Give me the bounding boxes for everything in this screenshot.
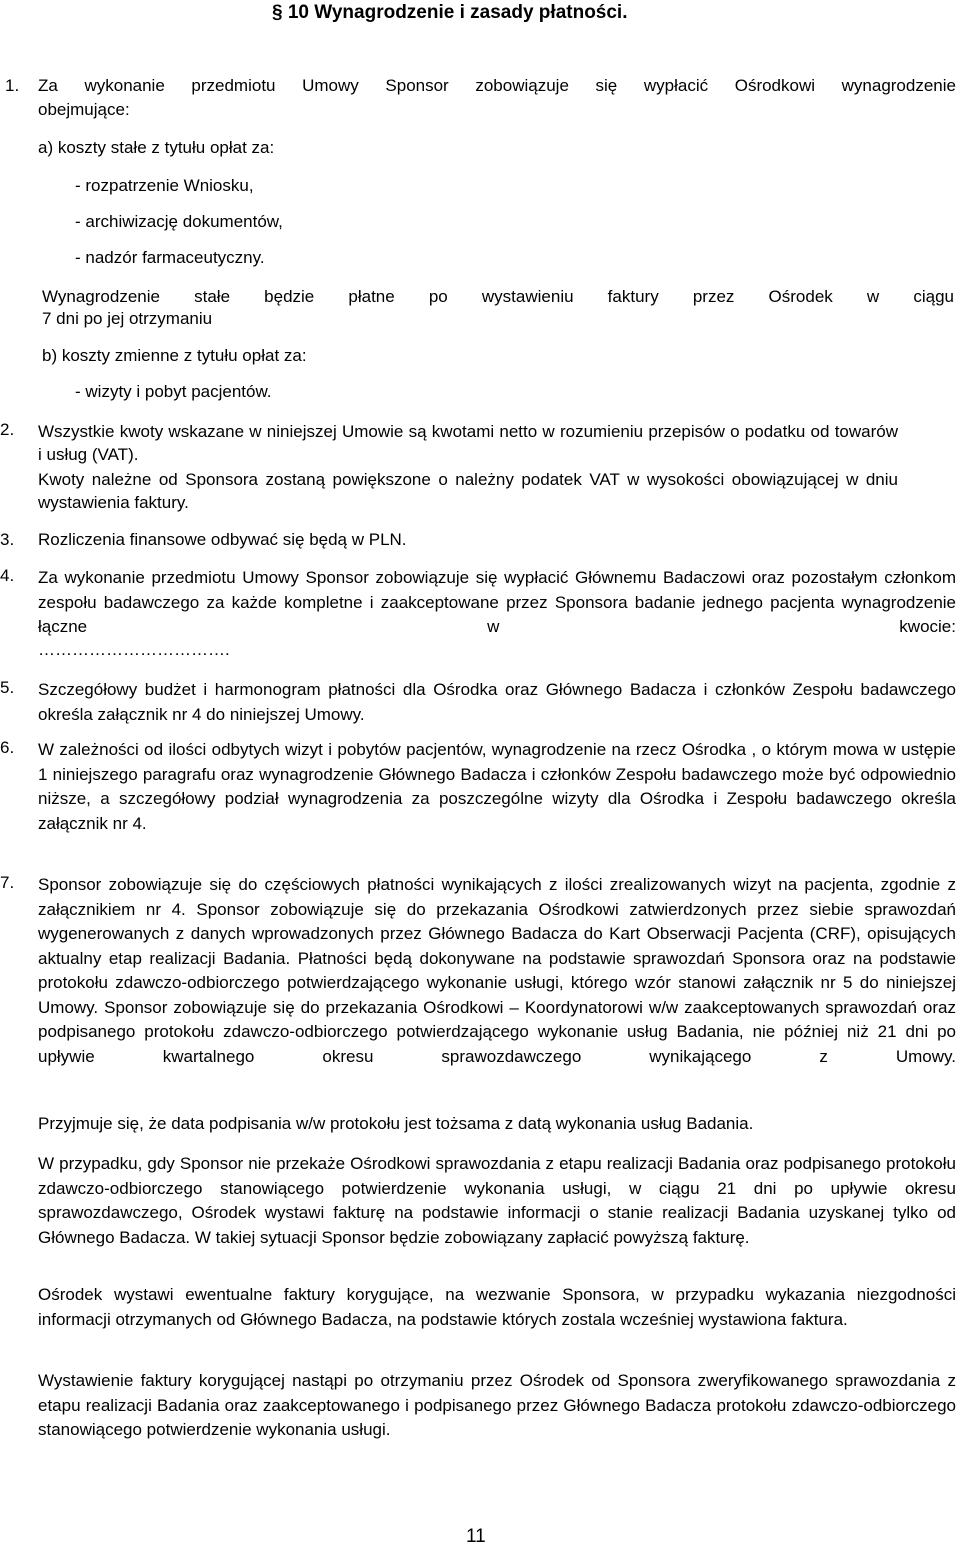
item-2-text-1: Wszystkie kwoty wskazane w niniejszej Umowie są kwotami netto w rozumieniu przepisów o podatku od towarów i usług (VAT). — [38, 422, 898, 464]
item-3-text: Rozliczenia finansowe odbywać się będą w PLN. — [38, 530, 407, 549]
item-7-text-1: Sponsor zobowiązuje się do częściowych płatności wynikających z ilości zrealizowanych wizyt na pacjenta, zgodnie z załącznikiem nr 4. Sponsor zobowiązuje się do przekazania Ośrodkowi zatwierdzonych przez siebie sprawozdań wygenerowanych z danych wprowadzonych przez Głównego Badacza do Kart Obserwacji Pacjenta (CRF), opisujących aktualny etap realizacji Badania. Płatności będą dokonywane na podstawie sprawozdań Sponsora oraz na podstawie protokołu zdawczo-odbiorczego potwierdzającego wykonanie usługi, którego wzór stanowi załącznik nr 5 do niniejszej Umowy. Sponsor zobowiązuje się do przekazania Ośrodkowi – Koordynatorowi w/w zaakceptowanych sprawozdań oraz podpisanego protokołu zdawczo-odbiorczego potwierdzającego wykonanie usług Badania, nie później niż 21 dni po upływie kwartalnego okresu sprawozdawczego wynikającego z Umowy. — [38, 875, 956, 1066]
item-1-text-line2: obejmujące: — [38, 100, 130, 119]
item-number-6: 6. — [0, 738, 15, 757]
item-number-1: 1. — [5, 76, 20, 95]
item-5-text: Szczegółowy budżet i harmonogram płatności dla Ośrodka oraz Głównego Badacza i członków Zespołu badawczego określa załącznik nr 4 do niniejszej Umowy. — [38, 680, 956, 724]
section-title: § 10 Wynagrodzenie i zasady płatności. — [272, 2, 628, 23]
item-number-7: 7. — [0, 873, 15, 892]
item-1a-bullet-3: - nadzór farmaceutyczny. — [75, 248, 265, 267]
item-number-4: 4. — [0, 566, 15, 585]
item-number-3: 3. — [0, 530, 15, 549]
item-7-text-2: W przypadku, gdy Sponsor nie przekaże Ośrodkowi sprawozdania z etapu realizacji Badania oraz podpisanego protokołu zdawczo-odbiorczego stanowiącego potwierdzenie wykonania usługi, w ciągu 21 dni po upływie okresu sprawozdawczego, Ośrodek wystawi fakturę na podstawie informacji o stanie realizacji Badania uzyskanej tylko od Głównego Badacza. W takiej sytuacji Sponsor będzie zobowiązany zapłacić powyższą fakturę. — [38, 1154, 956, 1247]
item-6-text: W zależności od ilości odbytych wizyt i pobytów pacjentów, wynagrodzenie na rzecz Ośrodka , o którym mowa w ustępie 1 niniejszego paragrafu oraz wynagrodzenie Głównego Badacza i członków Zespołu badawczego może być odpowiednio niższe, a szczegółowy podział wynagrodzenia za poszczególne wizyty dla Ośrodka i Zespołu badawczego określa załącznik nr 4. — [38, 740, 956, 833]
item-1b-heading: b) koszty zmienne z tytułu opłat za: — [42, 346, 307, 365]
item-7-text-1-last: Przyjmuje się, że data podpisania w/w protokołu jest tożsama z datą wykonania usług Badania. — [38, 1114, 754, 1133]
item-1a-bullet-2: - archiwizację dokumentów, — [75, 212, 283, 231]
item-4-amount-blank: ……………………………. — [38, 640, 230, 659]
item-2-text-2: Kwoty należne od Sponsora zostaną powiększone o należny podatek VAT w wysokości obowiązującej w dniu wystawienia faktury. — [38, 470, 898, 512]
fixed-payment-line1: Wynagrodzenie stałe będzie płatne po wystawieniu faktury przez Ośrodek w ciągu — [42, 287, 954, 306]
item-1a-heading: a) koszty stałe z tytułu opłat za: — [38, 138, 275, 157]
item-7-text-3: Ośrodek wystawi ewentualne faktury korygujące, na wezwanie Sponsora, w przypadku wykazania niezgodności informacji otrzymanych od Głównego Badacza, na podstawie których zostala wcześniej wystawiona faktura. — [38, 1285, 956, 1329]
item-1b-bullet-1: - wizyty i pobyt pacjentów. — [75, 382, 272, 401]
item-1a-bullet-1: - rozpatrzenie Wniosku, — [75, 176, 254, 195]
item-4-text: Za wykonanie przedmiotu Umowy Sponsor zobowiązuje się wypłacić Głównemu Badaczowi oraz pozostałym członkom zespołu badawczego za każde kompletne i zaakceptowane przez Sponsora badanie jednego pacjenta wynagrodzenie łączne w kwocie: — [38, 568, 956, 636]
item-7-text-4: Wystawienie faktury korygującej nastąpi po otrzymaniu przez Ośrodek od Sponsora zweryfikowanego sprawozdania z etapu realizacji Badania oraz zaakceptowanego i podpisanego przez Głównego Badacza protokołu zdawczo-odbiorczego stanowiącego potwierdzenie wykonania usługi. — [38, 1371, 956, 1439]
item-number-2: 2. — [0, 420, 15, 439]
fixed-payment-line2: 7 dni po jej otrzymaniu — [42, 309, 213, 328]
page-number: 11 — [466, 1526, 486, 1547]
item-1-text-line1: Za wykonanie przedmiotu Umowy Sponsor zobowiązuje się wypłacić Ośrodkowi wynagrodzenie — [38, 76, 956, 95]
item-number-5: 5. — [0, 678, 15, 697]
